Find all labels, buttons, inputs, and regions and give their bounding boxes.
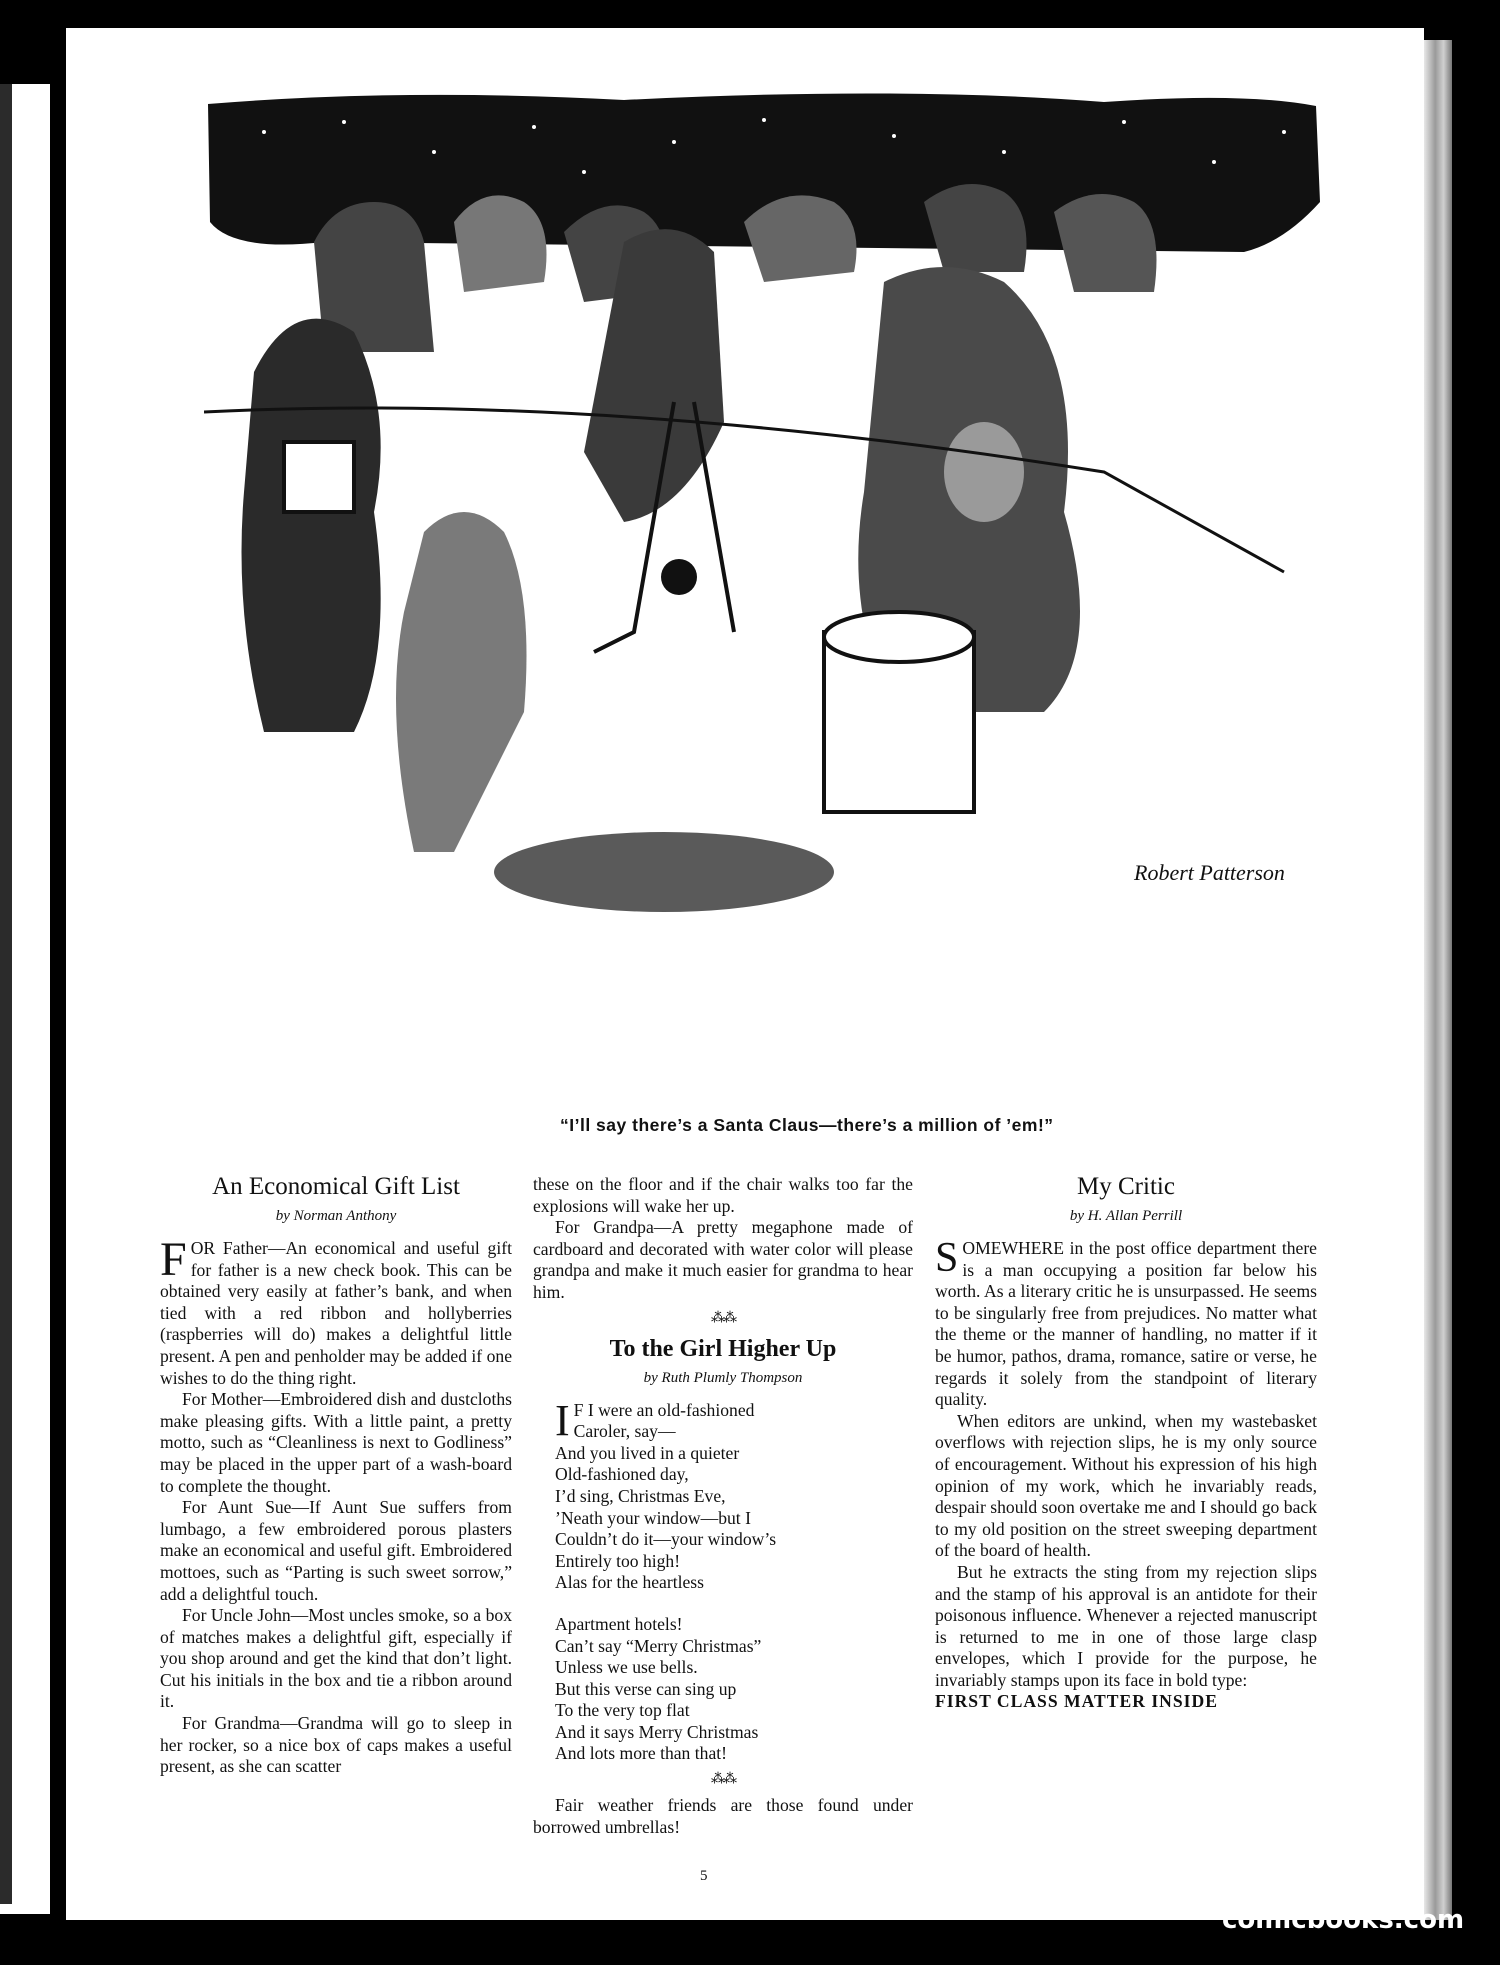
column-3 <box>935 1172 1317 1713</box>
artist-signature: Robert Patterson <box>1134 860 1285 885</box>
poem-line: I’d sing, Christmas Eve, <box>555 1485 726 1506</box>
poem-line: Apartment hotels! <box>555 1613 683 1634</box>
article-byline-girl-higher-up: by Ruth Plumly Thompson <box>643 1369 803 1386</box>
article-title-girl-higher-up: To the Girl Higher Up <box>609 1335 837 1362</box>
paragraph: OR Father—An economical and useful gift for father is a new check book. This can be obtained very easily at father’s bank, and when tied with a red ribbon and hollyberries (raspberries will do) makes a delightful little present. A pen and penholder may be added if one wishes to do the thing right. <box>160 1238 512 1388</box>
filler-quip: Fair weather friends are those found under borrowed umbrellas! <box>533 1795 913 1837</box>
paragraph: For Mother—Embroidered dish and dustcloths make pleasing gifts. With a little paint, a pretty motto, such as “Cleanliness is next to Godliness” may be placed in the upper part of a wash-board to complete the thought. <box>160 1389 512 1496</box>
section-divider: ⁂⁂ <box>711 1772 735 1788</box>
paragraph-continued: these on the floor and if the chair walks too far the explosions will wake her up. <box>533 1174 913 1216</box>
article-byline-my-critic: by H. Allan Perrill <box>1069 1208 1183 1224</box>
poem-line: And lots more than that! <box>555 1743 727 1764</box>
column-2 <box>533 1174 913 1838</box>
paragraph: For Aunt Sue—If Aunt Sue suffers from lumbago, a few embroidered porous plasters make an economical and useful gift. Embroidered mottoes, such as “Parting is such sweet sorrow,” add a delightful touch. <box>160 1497 512 1604</box>
poem-line: Alas for the heartless <box>555 1572 705 1593</box>
poem-line: ’Neath your window—but I <box>555 1507 751 1528</box>
facing-page-image-edge <box>0 84 12 1904</box>
paragraph: For Grandma—Grandma will go to sleep in her rocker, so a nice box of caps makes a useful present, as she can scatter <box>160 1713 512 1777</box>
poem-line: F I were an old-fashioned <box>573 1399 755 1420</box>
poem-line: And you lived in a quieter <box>555 1442 740 1463</box>
poem-line: Entirely too high! <box>555 1550 681 1571</box>
poem-line: Unless we use bells. <box>555 1657 698 1678</box>
poem <box>555 1395 913 1766</box>
poem-line: And it says Merry Christmas <box>555 1721 759 1742</box>
poem-line: To the very top flat <box>555 1700 690 1721</box>
paragraph: When editors are unkind, when my wastebasket overflows with rejection slips, he is my only source of encouragement. Without his expression of his high opinion of my work, which he invariably reads, despair should soon overtake me and I should go back to my old position on the street sweeping department of the board of health. <box>935 1410 1317 1561</box>
poem-line: Couldn’t do it—your window’s <box>555 1529 777 1550</box>
poem-line: Can’t say “Merry Christmas” <box>555 1635 762 1656</box>
article-title-gift-list: An Economical Gift List <box>212 1173 460 1200</box>
article-title-my-critic: My Critic <box>1077 1173 1175 1200</box>
dropcap-f: F <box>160 1233 187 1286</box>
article-byline-gift-list: by Norman Anthony <box>275 1208 397 1224</box>
page-stack-edge <box>1424 40 1452 1920</box>
paragraph: For Grandpa—A pretty megaphone made of cardboard and decorated with water color will please grandpa and make it much easier for grandma to hear him. <box>533 1217 913 1302</box>
poem-line: Old-fashioned day, <box>555 1464 689 1485</box>
poem-line: But this verse can sing up <box>555 1678 737 1699</box>
dropcap-s: S <box>935 1235 959 1281</box>
stamp-text: FIRST CLASS MATTER INSIDE <box>935 1691 1218 1712</box>
page-number: 5 <box>700 1868 708 1884</box>
dropcap-i: I <box>555 1395 570 1445</box>
paragraph: OMEWHERE in the post office department there is a man occupying a position far below his worth. As a literary critic he is unsurpassed. He seems to be singularly free from prejudices. No matter what the theme or the manner of handling, no matter if it be humor, pathos, drama, romance, satire or verse, he regards it solely from the standpoint of literary quality. <box>935 1238 1317 1410</box>
illustration-caption: “I’ll say there’s a Santa Claus—there’s a million of ’em!” <box>560 1115 1054 1135</box>
column-1 <box>160 1172 512 1778</box>
watermark-footer: comicbooks.com <box>1222 1905 1465 1935</box>
poem-line: Caroler, say— <box>573 1421 676 1442</box>
paragraph: But he extracts the sting from my rejection slips and the stamp of his approval is an antidote for their poisonous influence. Whenever a rejected manuscript is returned to me in one of those large clasp envelopes, which I provide for the purpose, he invariably stamps upon its face in bold type: <box>935 1561 1317 1690</box>
section-divider: ⁂⁂ <box>711 1310 735 1326</box>
paragraph: For Uncle John—Most uncles smoke, so a box of matches makes a delightful gift, especially if you shop around and get the kind that don’t light. Cut his initials in the box and tie a ribbon around it. <box>160 1605 512 1712</box>
santa-claus-illustration <box>204 92 1330 1072</box>
